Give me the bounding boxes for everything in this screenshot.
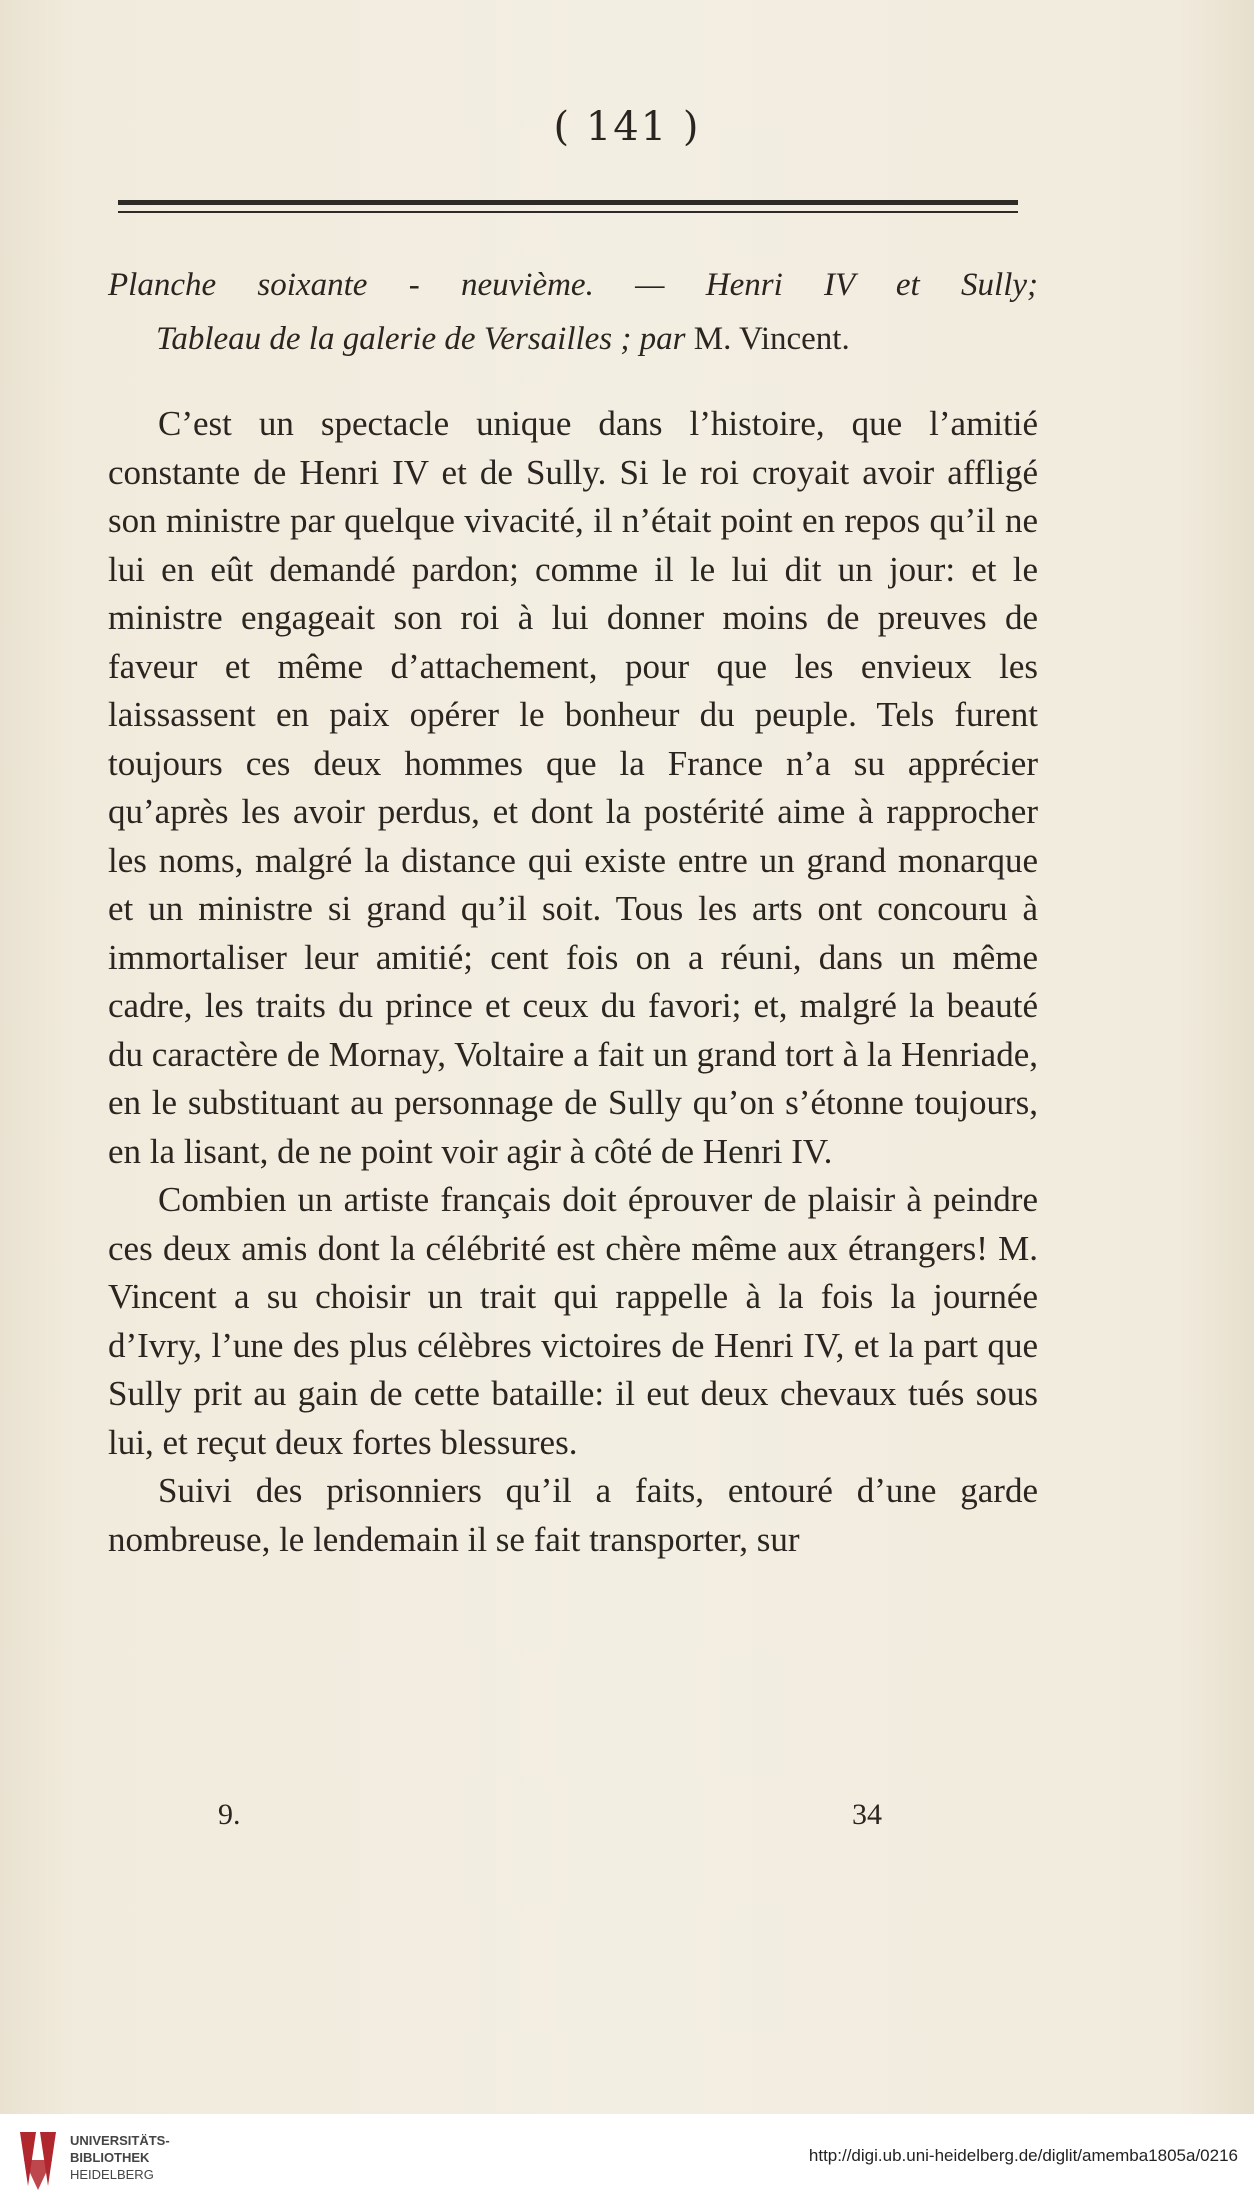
library-logo-icon [14, 2126, 62, 2192]
signature-mark: 9. [218, 1798, 241, 1831]
header-rule-thin [118, 211, 1018, 213]
plate-title [108, 258, 1038, 366]
paragraph-1: C’est un spectacle unique dans l’histoire, que l’amitié constante de Henri IV et de Sully. Si le roi croyait avoir affligé son ministre par quelque vivacité, il n’était point en repos qu’il ne lui en eût demandé pardon; comme il le lui dit un jour: et le ministre engageait son roi à lui donner moins de preuves de faveur et même d’attachement, pour que les envieux les laissassent en paix opérer le bonheur du peuple. Tels furent toujours ces deux hommes que la France n’a su apprécier qu’après les avoir perdus, et dont la postérité aime à rapprocher les noms, malgré la distance qui existe entre un grand monarque et un ministre si grand qu’il soit. Tous les arts ont concouru à immortaliser leur amitié; cent fois on a réuni, dans un même cadre, les traits du prince et ceux du favori; et, malgré la beauté du caractère de Mornay, Voltaire a fait un grand tort à la Henriade, en le substituant au personnage de Sully qu’on s’étonne toujours, en la lisant, de ne point voir agir à côté de Henri IV. [108, 404, 1038, 1171]
gathering-number: 34 [852, 1798, 882, 1831]
viewer-footer [0, 2114, 1254, 2204]
body-text [108, 400, 1038, 1564]
library-line1: UNIVERSITÄTS- [70, 2133, 170, 2148]
library-line2: BIBLIOTHEK [70, 2150, 150, 2165]
source-url-link[interactable]: http://digi.ub.uni-heidelberg.de/diglit/amemba1805a/0216 [808, 2146, 1238, 2165]
page-number: ( 141 ) [553, 104, 701, 150]
plate-title-gallery: Tableau de la galerie de Versailles ; par [156, 321, 686, 357]
header-rule-thick [118, 200, 1018, 205]
plate-title-artist: M. Vincent. [693, 321, 850, 357]
plate-title-line2 [108, 312, 1038, 366]
plate-title-line1: Planche soixante - neuvième. — Henri IV et Sully; [108, 267, 1038, 303]
paragraph-2: Combien un artiste français doit éprouver de plaisir à peindre ces deux amis dont la célébrité est chère même aux étrangers! M. Vincent a su choisir un trait qui rappelle à la fois la journée d’Ivry, l’une des plus célèbres victoires de Henri IV, et la part que Sully prit au gain de cette bataille: il eut deux chevaux tués sous lui, et reçut deux fortes blessures. [108, 1180, 1038, 1462]
library-line3: HEIDELBERG [70, 2167, 154, 2182]
paragraph-3: Suivi des prisonniers qu’il a faits, entouré d’une garde nombreuse, le lendemain il se fait transporter, sur [108, 1471, 1038, 1559]
library-name [70, 2132, 170, 2183]
